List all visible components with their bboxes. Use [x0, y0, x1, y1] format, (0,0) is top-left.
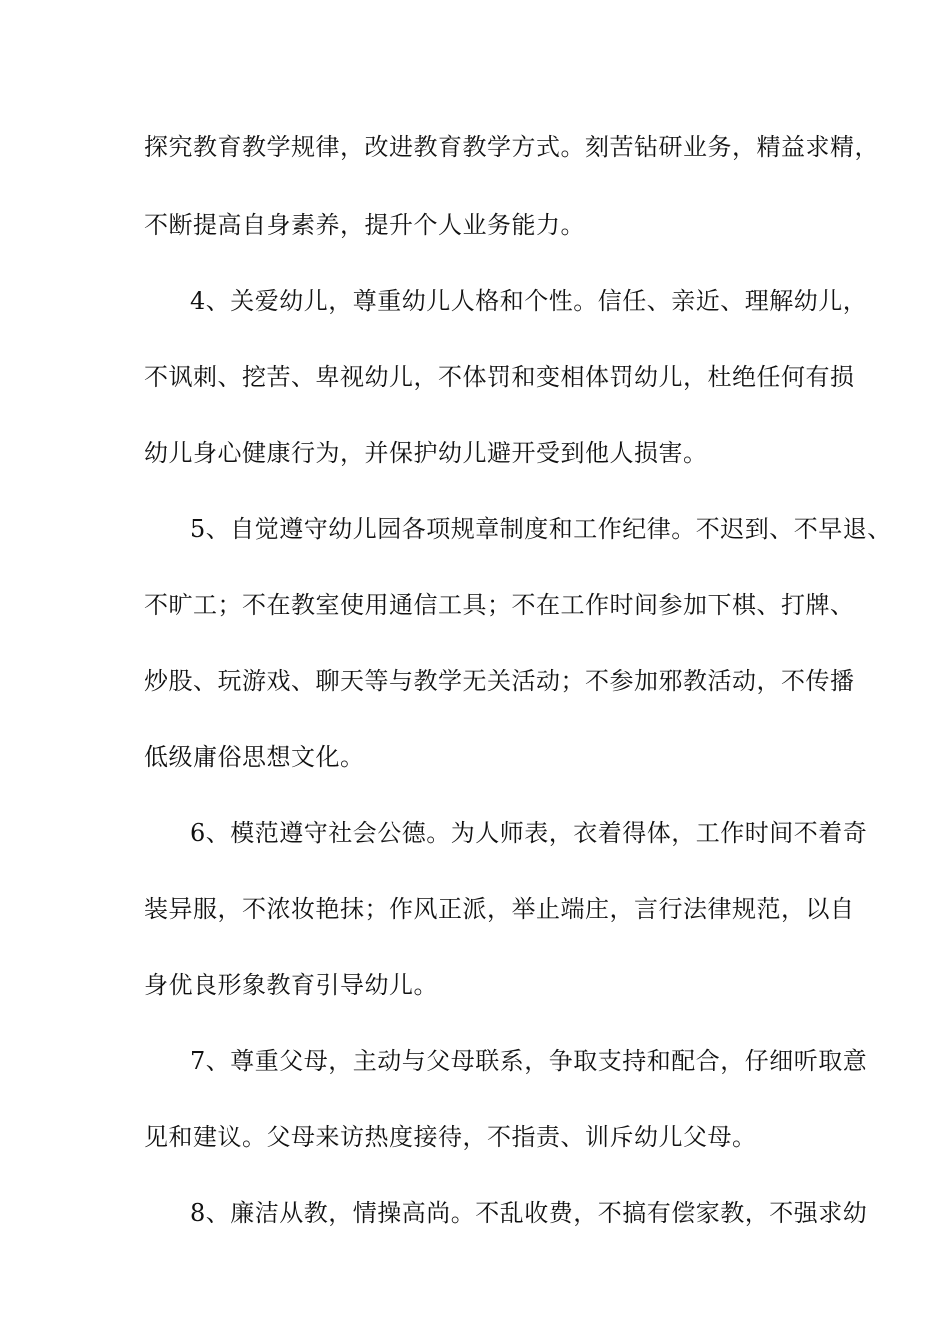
- text-line: 探究教育教学规律，改进教育教学方式。刻苦钻研业务，精益求精，: [144, 133, 879, 161]
- text-line: 炒股、玩游戏、聊天等与教学无关活动；不参加邪教活动，不传播: [144, 667, 855, 695]
- text-line: 不旷工；不在教室使用通信工具；不在工作时间参加下棋、打牌、: [144, 591, 855, 619]
- text-line: 装异服，不浓妆艳抹；作风正派，举止端庄，言行法律规范，以自: [144, 895, 855, 923]
- text-line: 身优良形象教育引导幼儿。: [144, 971, 438, 999]
- paragraph-4-start: 4、关爱幼儿，尊重幼儿人格和个性。信任、亲近、理解幼儿，: [190, 287, 868, 315]
- paragraph-7-start: 7、尊重父母，主动与父母联系，争取支持和配合，仔细听取意: [190, 1047, 868, 1075]
- text-line: 不讽刺、挖苦、卑视幼儿，不体罚和变相体罚幼儿，杜绝任何有损: [144, 363, 855, 391]
- text-line: 不断提高自身素养，提升个人业务能力。: [144, 211, 585, 239]
- text-line: 幼儿身心健康行为，并保护幼儿避开受到他人损害。: [144, 439, 708, 467]
- text-line: 低级庸俗思想文化。: [144, 743, 365, 771]
- paragraph-8-start: 8、廉洁从教，情操高尚。不乱收费，不搞有偿家教，不强求幼: [190, 1199, 868, 1227]
- text-line: 见和建议。父母来访热度接待，不指责、训斥幼儿父母。: [144, 1123, 757, 1151]
- paragraph-6-start: 6、模范遵守社会公德。为人师表，衣着得体，工作时间不着奇: [190, 819, 868, 847]
- paragraph-5-start: 5、自觉遵守幼儿园各项规章制度和工作纪律。不迟到、不早退、: [190, 515, 892, 543]
